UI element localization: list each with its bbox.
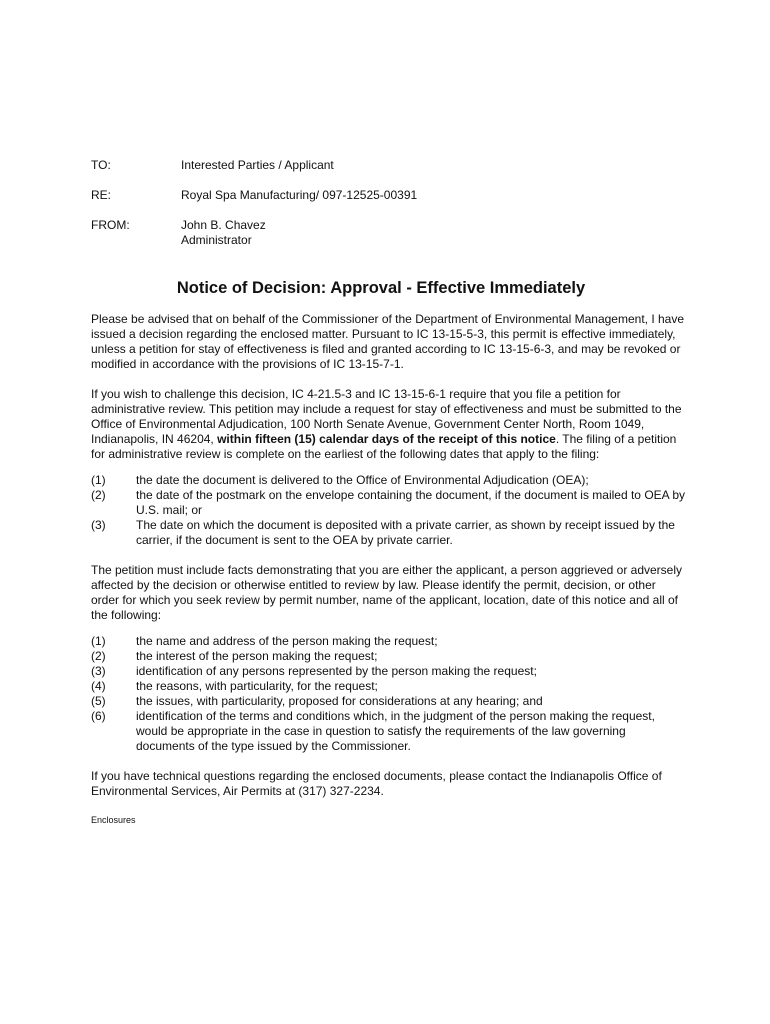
list-item	[91, 664, 687, 679]
re-label: RE:	[91, 188, 112, 202]
list-item	[91, 649, 687, 664]
filing-dates-list	[91, 473, 687, 548]
list-item	[91, 679, 687, 694]
list-item-text: the reasons, with particularity, for the request;	[136, 679, 378, 693]
list-item-number: (2)	[91, 488, 106, 502]
list-item	[91, 634, 687, 649]
from-title: Administrator	[181, 233, 252, 247]
re-value: Royal Spa Manufacturing/ 097-12525-00391	[181, 188, 418, 202]
challenge-text-before: If you wish to challenge this decision, IC 4-21.5-3 and IC 13-15-6-1 require that you file a petition for administrative review. This petition may include a request for stay of effectiveness and must be submitted to the Office of Environmental Adjudication, 100 North Senate Avenue, Government Center North, Room 1049, Indianapolis, IN 46204,	[91, 387, 682, 446]
paragraph-petition-requirements: The petition must include facts demonstrating that you are either the applicant, a person aggrieved or adversely affected by the decision or otherwise entitled to review by law. Please identify the permit, decision, or other order for which you seek review by permit number, name of the applicant, location, date of this notice and all of the following:	[91, 563, 683, 622]
list-item-text: The date on which the document is deposited with a private carrier, as shown by receipt issued by the carrier, if the document is sent to the OEA by private carrier.	[136, 518, 675, 547]
from-label: FROM:	[91, 218, 130, 232]
challenge-deadline: within fifteen (15) calendar days of the receipt of this notice	[217, 432, 556, 446]
notice-title: Notice of Decision: Approval - Effective Immediately	[176, 279, 586, 297]
list-item-number: (3)	[91, 518, 106, 532]
list-item-text: the date the document is delivered to the Office of Environmental Adjudication (OEA);	[136, 473, 589, 487]
memo-header	[91, 158, 691, 263]
list-item-number: (4)	[91, 679, 106, 693]
list-item	[91, 709, 687, 754]
to-value: Interested Parties / Applicant	[181, 158, 334, 172]
from-value	[181, 218, 266, 248]
list-item	[91, 488, 687, 518]
list-item-text: identification of the terms and conditions which, in the judgment of the person making the request, would be appropriate in the case in question to satisfy the requirements of the law governing documents of the type issued by the Commissioner.	[136, 709, 655, 753]
memo-from-row	[91, 218, 691, 248]
petition-items-list	[91, 634, 687, 754]
list-item-number: (5)	[91, 694, 106, 708]
list-item-text: the interest of the person making the request;	[136, 649, 378, 663]
paragraph-technical-contact: If you have technical questions regarding the enclosed documents, please contact the Indianapolis Office of Environmental Services, Air Permits at (317) 327-2234.	[91, 769, 662, 798]
paragraph-challenge	[91, 387, 687, 462]
list-item-text: the name and address of the person making the request;	[136, 634, 438, 648]
enclosures-note: Enclosures	[91, 815, 136, 825]
memo-re-row	[91, 188, 691, 203]
list-item	[91, 694, 687, 709]
list-item-number: (3)	[91, 664, 106, 678]
list-item-number: (1)	[91, 473, 106, 487]
notice-body	[91, 312, 687, 826]
list-item-number: (6)	[91, 709, 106, 723]
list-item-number: (1)	[91, 634, 106, 648]
paragraph-decision: Please be advised that on behalf of the Commissioner of the Department of Environmental Management, I have issued a decision regarding the enclosed matter. Pursuant to IC 13-15-5-3, this permit is effective immediately, unless a petition for stay of effectiveness is filed and granted according to IC 13-15-6-3, and may be revoked or modified in accordance with the provisions of IC 13-15-7-1.	[91, 312, 685, 371]
list-item-text: identification of any persons represented by the person making the request;	[136, 664, 537, 678]
memo-to-row	[91, 158, 691, 173]
to-label: TO:	[91, 158, 111, 172]
challenge-text-after: . The filing of a petition for administrative review is complete on the earliest of the following dates that apply to the filing:	[91, 432, 677, 461]
list-item	[91, 473, 687, 488]
list-item	[91, 518, 687, 548]
from-name: John B. Chavez	[181, 218, 266, 232]
list-item-text: the date of the postmark on the envelope containing the document, if the document is mailed to OEA by U.S. mail; or	[136, 488, 686, 517]
list-item-number: (2)	[91, 649, 106, 663]
list-item-text: the issues, with particularity, proposed for considerations at any hearing; and	[136, 694, 543, 708]
